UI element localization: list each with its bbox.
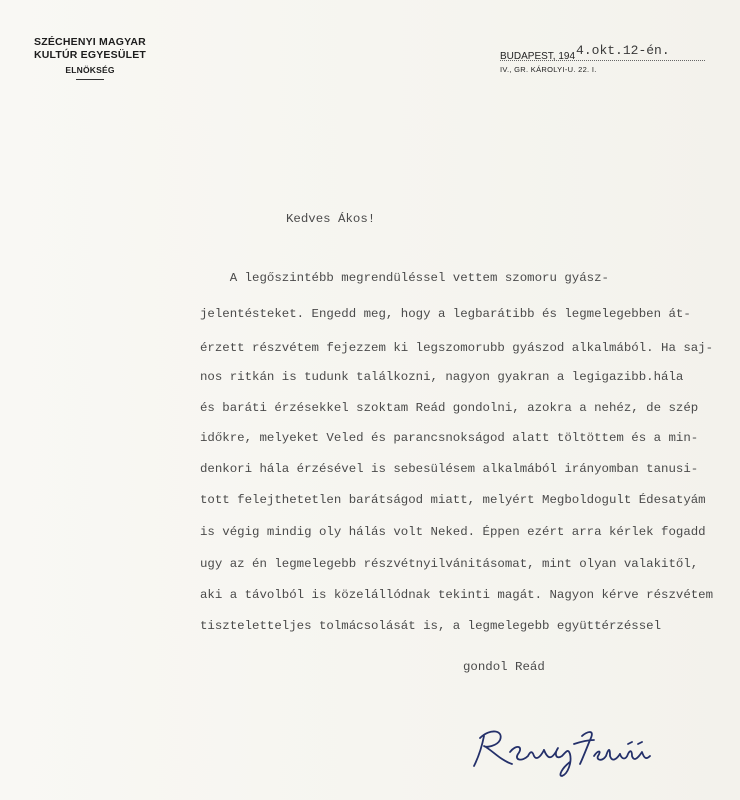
body-line: tott felejthetetlen barátságod miatt, melyért Megboldogult Édesatyám [200, 493, 706, 507]
body-line: és baráti érzésekkel szoktam Reád gondolni, azokra a nehéz, de szép [200, 401, 699, 415]
body-line: nos ritkán is tudunk találkozni, nagyon gyakran a legigazibb.hála [200, 370, 684, 384]
handwritten-signature [470, 710, 660, 780]
org-name-line2: KULTÚR EGYESÜLET [33, 49, 147, 61]
body-line: A legőszintébb megrendüléssel vettem szomoru gyász- [200, 271, 609, 285]
body-line: denkori hála érzésével is sebesülésem alkalmából irányomban tanusi- [200, 462, 699, 476]
signature-drawing [470, 710, 660, 780]
typed-date: 4.okt.12-én. [576, 43, 670, 58]
body-line: aki a távolból is közelállódnak tekinti magát. Nagyon kérve részvétem [200, 588, 714, 602]
salutation: Kedves Ákos! [286, 212, 376, 226]
body-line: tiszteletteljes tolmácsolását is, a legmelegebb együttérzéssel [200, 619, 662, 633]
letterhead-address: IV., GR. KÁROLYI-U. 22. I. [500, 65, 597, 74]
org-name-line1: SZÉCHENYI MAGYAR [34, 36, 146, 48]
body-line: jelentésteket. Engedd meg, hogy a legbarátibb és legmelegebben át- [200, 307, 691, 321]
body-line: időkre, melyeket Veled és parancsnokságod alatt töltöttem és a min- [200, 431, 699, 445]
org-department: ELNÖKSÉG [65, 65, 115, 75]
letterhead-place-date [500, 43, 710, 74]
body-line: érzett részvétem fejezzem ki legszomorubb gyászod alkalmából. Ha saj- [200, 341, 714, 355]
body-line: is végig mindig oly hálás volt Neked. Éppen ezért arra kérlek fogadd [200, 525, 706, 539]
place-prefix: BUDAPEST, 194 [500, 51, 576, 62]
closing: gondol Reád [463, 660, 545, 674]
letterhead-organization [20, 36, 160, 80]
department-underline [76, 79, 104, 80]
body-line: ugy az én legmelegebb részvétnyilvánitásomat, mint olyan valakitől, [200, 557, 699, 571]
